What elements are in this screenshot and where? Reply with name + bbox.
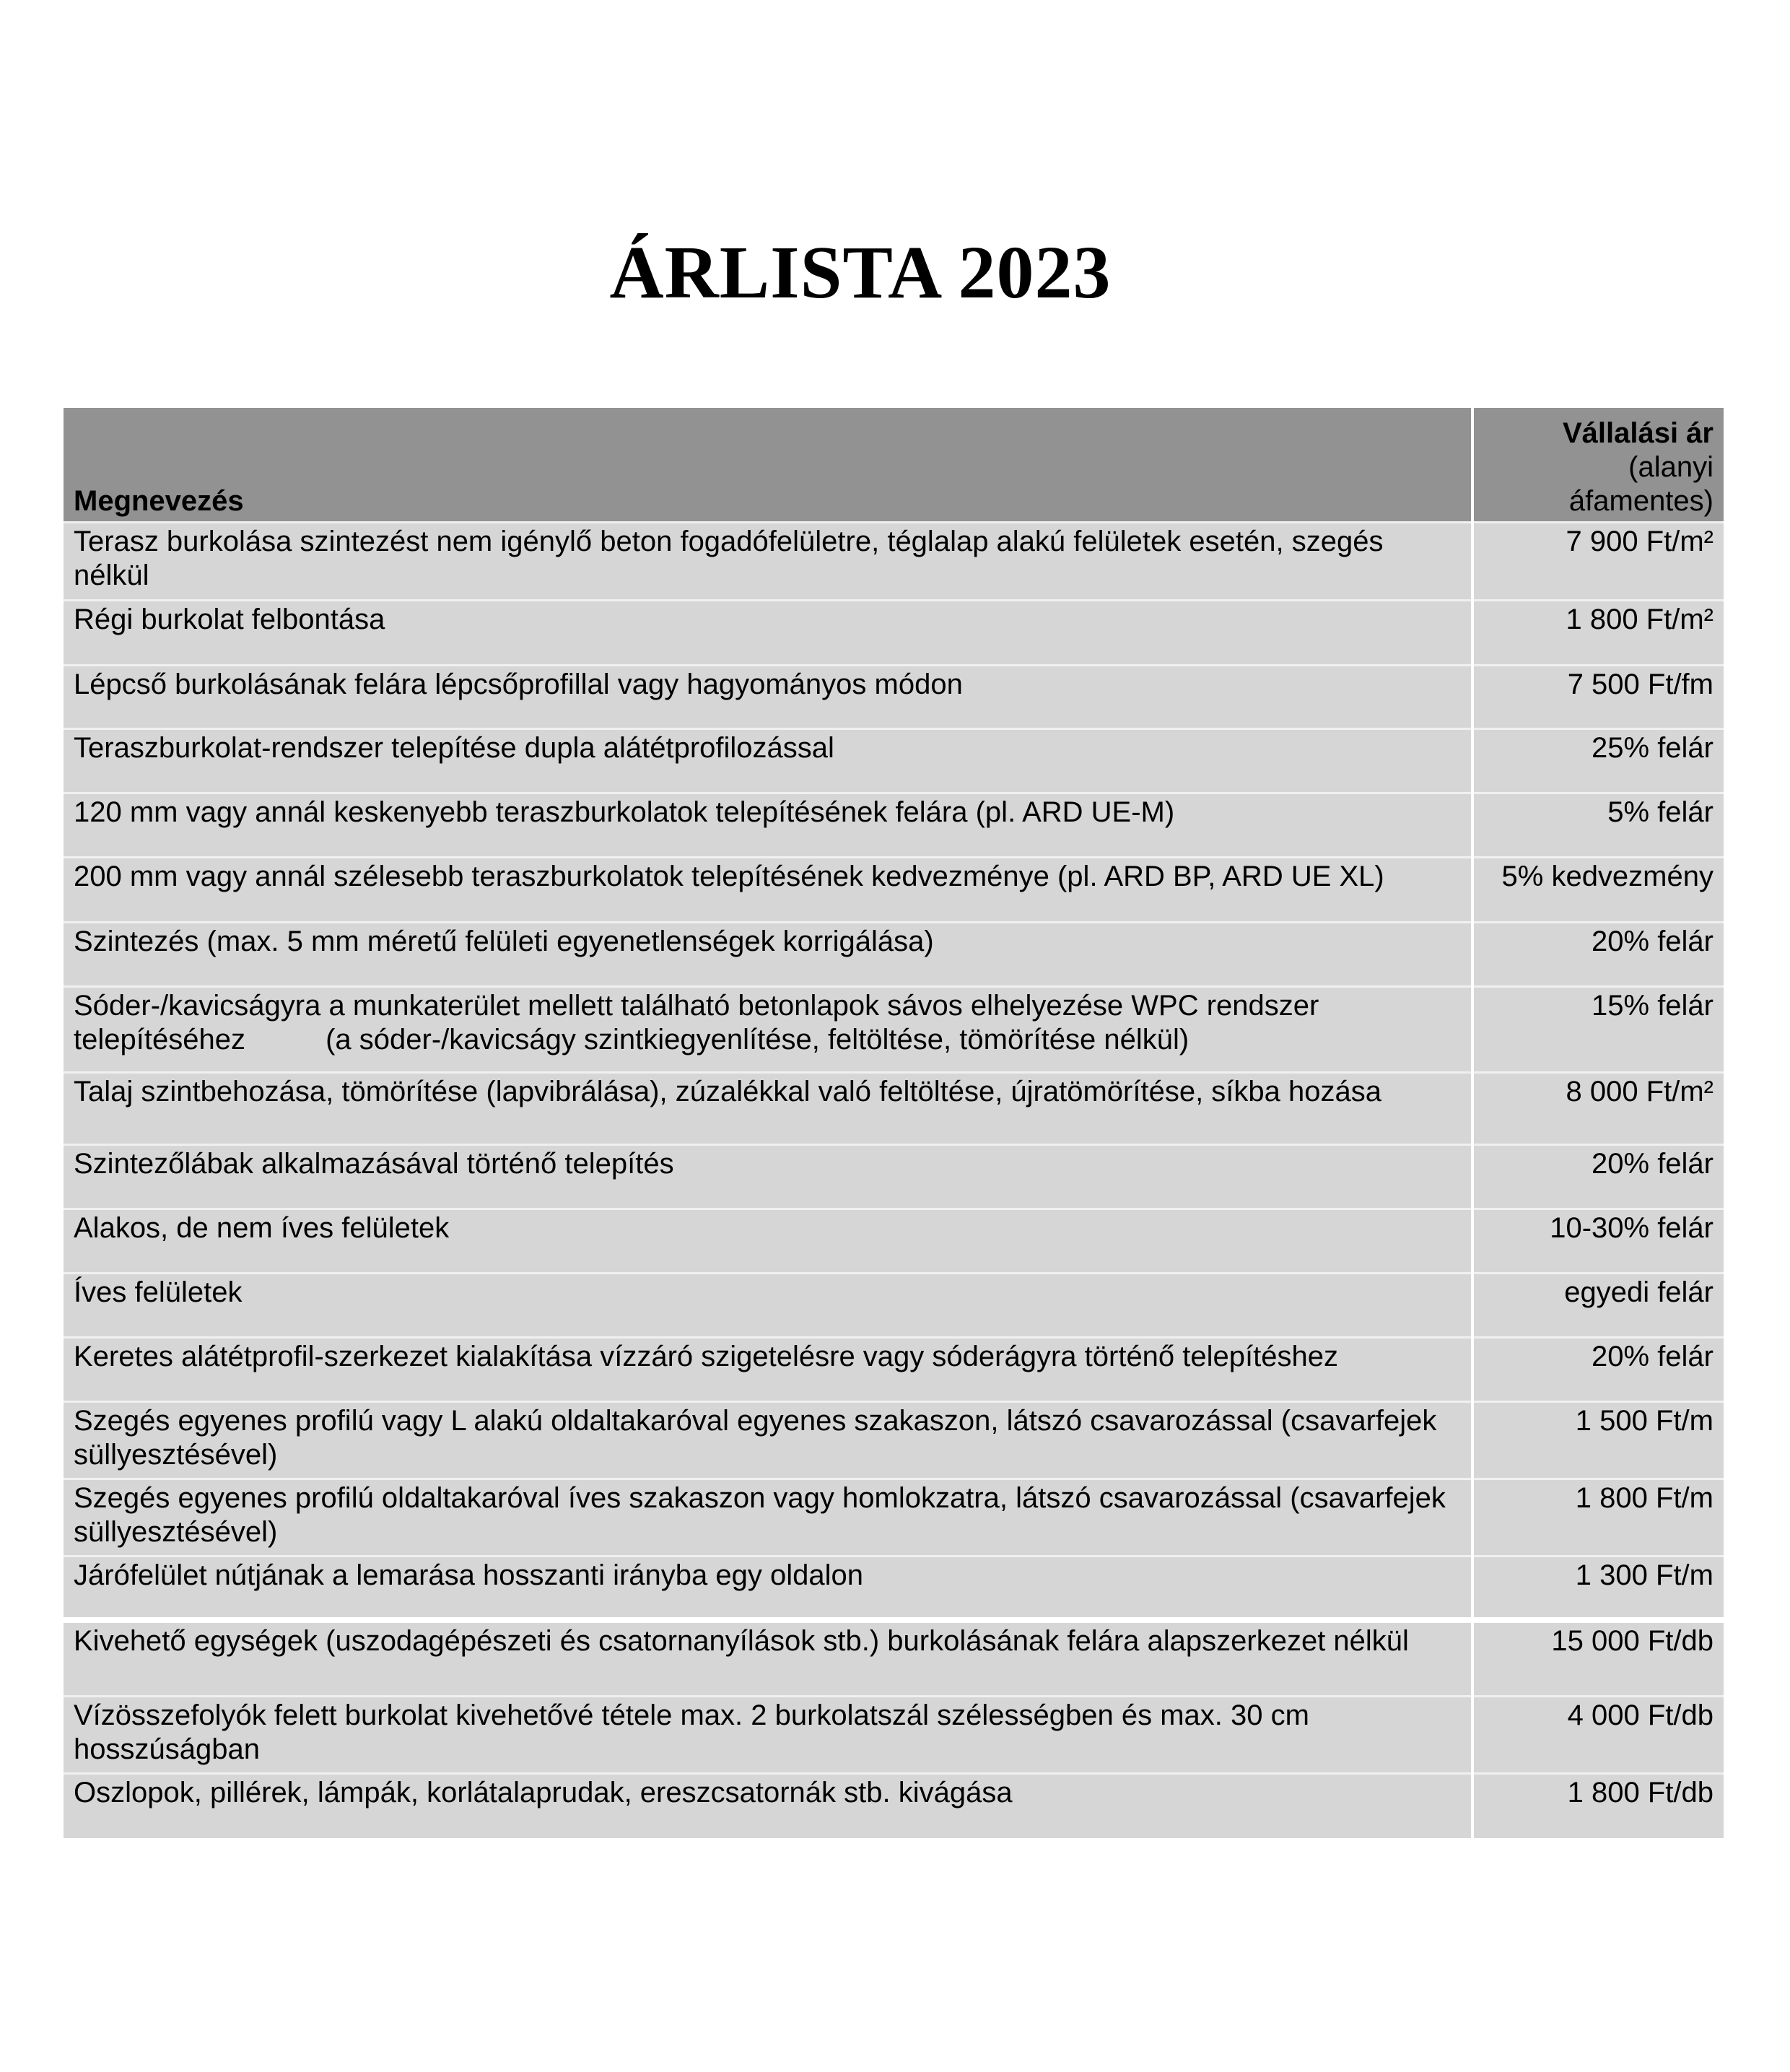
row-price: 7 900 Ft/m² — [1472, 523, 1724, 601]
row-name: 120 mm vagy annál keskenyebb teraszburkolatok telepítésének felára (pl. ARD UE-M) — [64, 793, 1472, 858]
row-price: 20% felár — [1472, 1338, 1724, 1402]
row-name: Talaj szintbehozása, tömörítése (lapvibrálása), zúzalékkal való feltöltése, újratömörítése, síkba hozása — [64, 1073, 1472, 1145]
row-name: Sóder-/kavicságyra a munkaterület mellett található betonlapok sávos elhelyezése WPC rendszer telepítéséhez (a sóder-/kavicságy szintkiegyenlítése, feltöltése, tömörítése nélkül) — [64, 987, 1472, 1073]
table-row — [64, 1557, 1724, 1620]
row-name: Szegés egyenes profilú vagy L alakú oldaltakaróval egyenes szakaszon, látszó csavarozással (csavarfejek süllyesztésével) — [64, 1402, 1472, 1479]
table-header-row — [64, 408, 1724, 523]
table-row — [64, 523, 1724, 601]
table-row — [64, 1697, 1724, 1774]
row-price: 1 800 Ft/db — [1472, 1774, 1724, 1838]
header-name: Megnevezés — [64, 408, 1472, 523]
row-price: 20% felár — [1472, 1145, 1724, 1209]
row-name: Szegés egyenes profilú oldaltakaróval íves szakaszon vagy homlokzatra, látszó csavarozással (csavarfejek süllyesztésével) — [64, 1479, 1472, 1557]
row-name: Teraszburkolat-rendszer telepítése dupla alátétprofilozással — [64, 729, 1472, 793]
row-price: 1 800 Ft/m² — [1472, 601, 1724, 666]
row-price: 15 000 Ft/db — [1472, 1620, 1724, 1697]
row-price: 5% felár — [1472, 793, 1724, 858]
row-name: Lépcső burkolásának felára lépcsőprofillal vagy hagyományos módon — [64, 666, 1472, 729]
row-price: 1 800 Ft/m — [1472, 1479, 1724, 1557]
row-name: Járófelület nútjának a lemarása hosszanti irányba egy oldalon — [64, 1557, 1472, 1620]
row-name: 200 mm vagy annál szélesebb teraszburkolatok telepítésének kedvezménye (pl. ARD BP, ARD UE XL) — [64, 858, 1472, 923]
row-price: 10-30% felár — [1472, 1209, 1724, 1274]
row-name: Szintezőlábak alkalmazásával történő telepítés — [64, 1145, 1472, 1209]
row-name: Szintezés (max. 5 mm méretű felületi egyenetlenségek korrigálása) — [64, 923, 1472, 987]
table-row — [64, 987, 1724, 1073]
header-price — [1472, 408, 1724, 523]
row-name: Íves felületek — [64, 1274, 1472, 1338]
table-row — [64, 1479, 1724, 1557]
row-price: 8 000 Ft/m² — [1472, 1073, 1724, 1145]
table-row — [64, 1620, 1724, 1697]
header-price-note: (alanyi áfamentes) — [1568, 451, 1713, 517]
row-price: 4 000 Ft/db — [1472, 1697, 1724, 1774]
row-price: 7 500 Ft/fm — [1472, 666, 1724, 729]
row-name: Terasz burkolása szintezést nem igénylő beton fogadófelületre, téglalap alakú felületek esetén, szegés nélkül — [64, 523, 1472, 601]
table-row — [64, 923, 1724, 987]
table-row — [64, 1274, 1724, 1338]
table-row — [64, 729, 1724, 793]
row-name: Keretes alátétprofil-szerkezet kialakítása vízzáró szigetelésre vagy sóderágyra történő telepítéshez — [64, 1338, 1472, 1402]
table-row — [64, 1073, 1724, 1145]
table-row — [64, 1145, 1724, 1209]
row-price: 15% felár — [1472, 987, 1724, 1073]
table-row — [64, 601, 1724, 666]
row-price: 25% felár — [1472, 729, 1724, 793]
row-price: 1 500 Ft/m — [1472, 1402, 1724, 1479]
table-row — [64, 1209, 1724, 1274]
table-row — [64, 793, 1724, 858]
table-row — [64, 666, 1724, 729]
table-row — [64, 858, 1724, 923]
price-table — [64, 408, 1724, 1838]
row-price: 5% kedvezmény — [1472, 858, 1724, 923]
row-price: egyedi felár — [1472, 1274, 1724, 1338]
table-row — [64, 1774, 1724, 1838]
row-name: Kivehető egységek (uszodagépészeti és csatornanyílások stb.) burkolásának felára alapszerkezet nélkül — [64, 1620, 1472, 1697]
row-name: Régi burkolat felbontása — [64, 601, 1472, 666]
row-name: Vízösszefolyók felett burkolat kivehetővé tétele max. 2 burkolatszál szélességben és max. 30 cm hosszúságban — [64, 1697, 1472, 1774]
row-price: 1 300 Ft/m — [1472, 1557, 1724, 1620]
row-name: Alakos, de nem íves felületek — [64, 1209, 1472, 1274]
header-price-label: Vállalási ár — [1562, 417, 1713, 449]
row-name: Oszlopok, pillérek, lámpák, korlátalaprudak, ereszcsatornák stb. kivágása — [64, 1774, 1472, 1838]
page-title: ÁRLISTA 2023 — [609, 230, 1112, 314]
row-price: 20% felár — [1472, 923, 1724, 987]
table-row — [64, 1402, 1724, 1479]
table-row — [64, 1338, 1724, 1402]
